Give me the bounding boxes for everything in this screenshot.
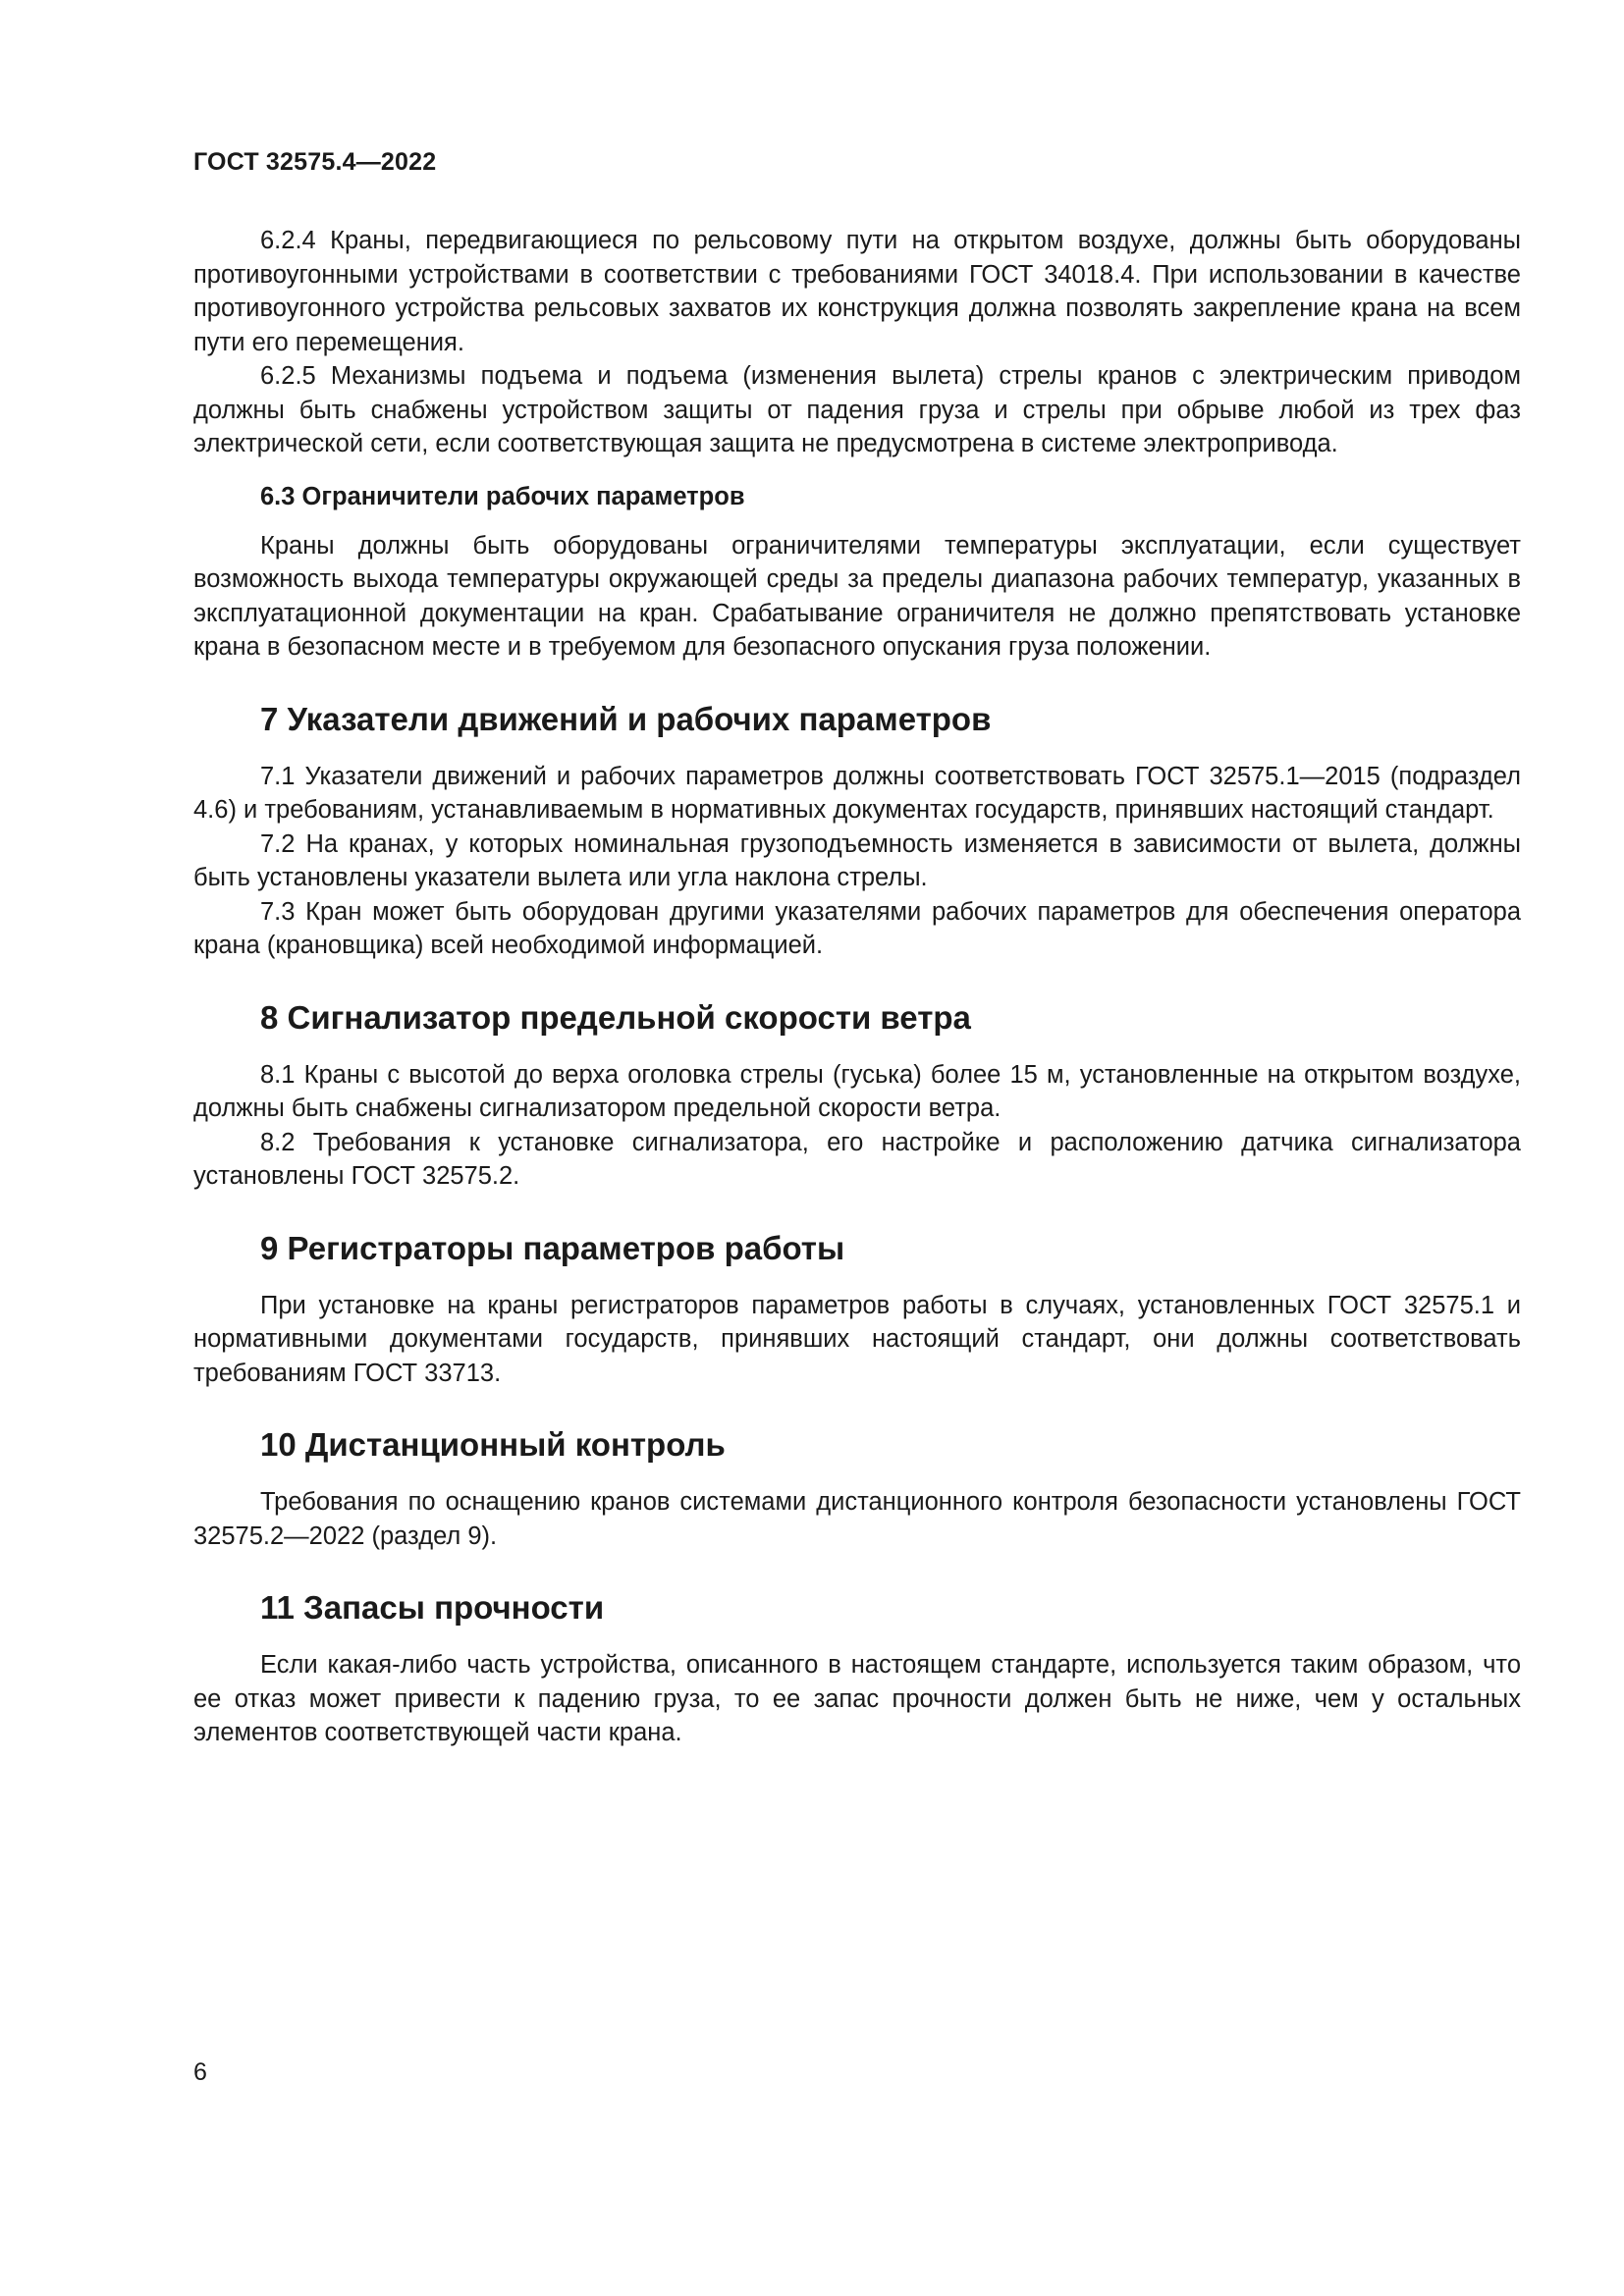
- paragraph-7-3: 7.3 Кран может быть оборудован другими указателями рабочих параметров для обеспечения оператора крана (крановщика) всей необходимой информацией.: [193, 897, 1521, 959]
- paragraph-8-1: 8.1 Краны с высотой до верха оголовка стрелы (гуська) более 15 м, установленные на открытом воздухе, должны быть снабжены сигнализатором предельной скорости ветра.: [193, 1060, 1521, 1122]
- section-title-8: 8 Сигнализатор предельной скорости ветра: [260, 998, 971, 1036]
- paragraph-7-2: 7.2 На кранах, у которых номинальная грузоподъемность изменяется в зависимости от вылета, должны быть установлены указатели вылета или угла наклона стрелы.: [193, 829, 1521, 891]
- paragraph-6-3: Краны должны быть оборудованы ограничителями температуры эксплуатации, если существует возможность выхода температуры окружающей среды за пределы диапазона рабочих температур, указанных в эксплуатационной документации на кран. Срабатывание ограничителя не должно препятствовать установке крана в безопасном месте и в требуемом для безопасного опускания груза положении.: [193, 531, 1521, 661]
- section-title-9: 9 Регистраторы параметров работы: [260, 1229, 845, 1266]
- section-title-11: 11 Запасы прочности: [260, 1589, 605, 1626]
- section-title-10: 10 Дистанционный контроль: [260, 1426, 726, 1463]
- paragraph-10: Требования по оснащению кранов системами дистанционного контроля безопасности установлены ГОСТ 32575.2—2022 (раздел 9).: [193, 1488, 1521, 1550]
- paragraph-8-2: 8.2 Требования к установке сигнализатора, его настройке и расположению датчика сигнализатора установлены ГОСТ 32575.2.: [193, 1128, 1521, 1190]
- paragraph-9: При установке на краны регистраторов параметров работы в случаях, установленных ГОСТ 32575.1 и нормативными документами государств, принявших настоящий стандарт, они должны соответствовать требованиям ГОСТ 33713.: [193, 1291, 1521, 1387]
- paragraph-6-2-5: 6.2.5 Механизмы подъема и подъема (изменения вылета) стрелы кранов с электрическим приводом должны быть снабжены устройством защиты от падения груза и стрелы при обрыве любой из трех фаз электрической сети, если соответствующая защита не предусмотрена в системе электропривода.: [193, 362, 1521, 457]
- document-body: [193, 224, 1521, 1750]
- document-id-header: ГОСТ 32575.4—2022: [193, 148, 437, 176]
- section-title-7: 7 Указатели движений и рабочих параметров: [260, 700, 992, 737]
- paragraph-6-2-4: 6.2.4 Краны, передвигающиеся по рельсовому пути на открытом воздухе, должны быть оборудованы противоугонными устройствами в соответствии с требованиями ГОСТ 34018.4. При использовании в качестве противоугонного устройства рельсовых захватов их конструкция должна позволять закрепление крана на всем пути его перемещения.: [193, 227, 1521, 356]
- paragraph-11: Если какая-либо часть устройства, описанного в настоящем стандарте, используется таким образом, что ее отказ может привести к падению груза, то ее запас прочности должен быть не ниже, чем у остальных элементов соответствующей части крана.: [193, 1651, 1521, 1746]
- paragraph-7-1: 7.1 Указатели движений и рабочих параметров должны соответствовать ГОСТ 32575.1—2015 (подраздел 4.6) и требованиям, устанавливаемым в нормативных документах государств, принявших настоящий стандарт.: [193, 762, 1521, 824]
- page-number: 6: [193, 2058, 207, 2086]
- subsection-title-6-3: 6.3 Ограничители рабочих параметров: [260, 482, 745, 510]
